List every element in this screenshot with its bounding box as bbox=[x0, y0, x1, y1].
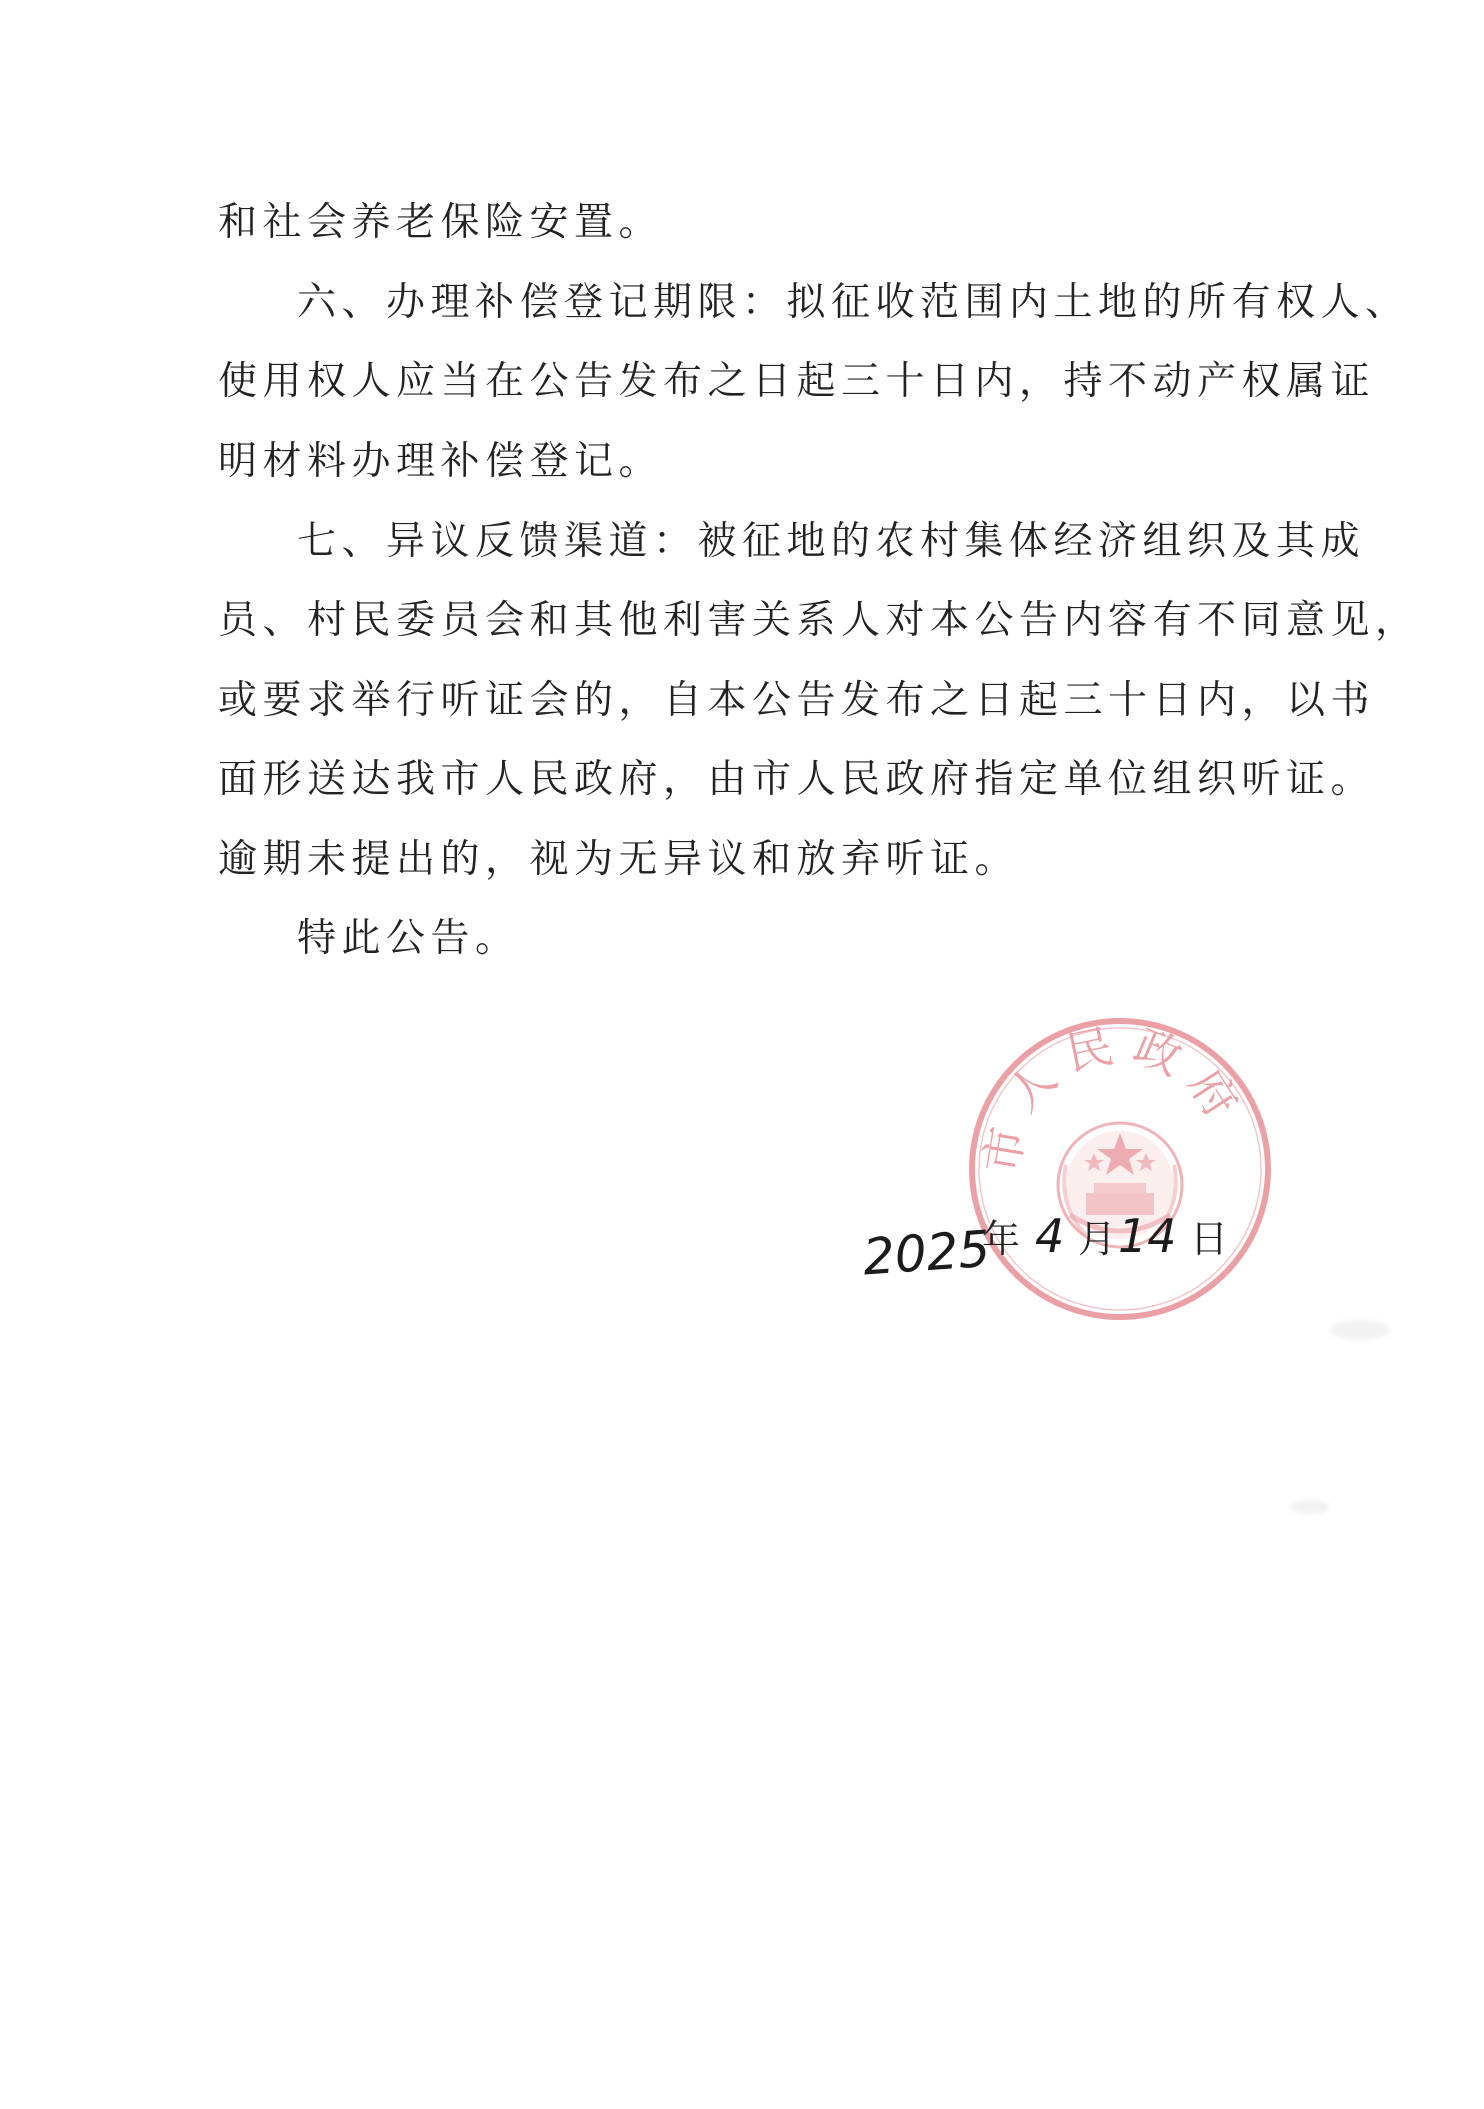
body-line: 和社会养老保险安置。 bbox=[218, 200, 664, 245]
seal-text: 市人民政府 bbox=[974, 1015, 1257, 1177]
body-line: 面形送达我市人民政府，由市人民政府指定单位组织听证。 bbox=[218, 757, 1376, 802]
date-year-char: 年 bbox=[982, 1217, 1021, 1261]
date-day-char: 日 bbox=[1190, 1217, 1229, 1261]
date-month-char: 月 bbox=[1078, 1217, 1117, 1261]
body-line: 明材料办理补偿登记。 bbox=[218, 439, 664, 484]
date-year: 2025 bbox=[861, 1219, 993, 1287]
scan-artifact bbox=[1330, 1320, 1390, 1340]
section-six-line: 六、办理补偿登记期限：拟征收范围内土地的所有权人、 bbox=[297, 280, 1410, 325]
body-line: 使用权人应当在公告发布之日起三十日内，持不动产权属证 bbox=[218, 359, 1376, 404]
scan-artifact bbox=[1290, 1500, 1330, 1514]
signature-date bbox=[860, 1200, 1260, 1320]
body-line: 或要求举行听证会的，自本公告发布之日起三十日内，以书 bbox=[218, 678, 1376, 723]
date-day: 14 bbox=[1118, 1209, 1177, 1263]
body-line: 逾期未提出的，视为无异议和放弃听证。 bbox=[218, 837, 1020, 882]
closing-line: 特此公告。 bbox=[297, 916, 520, 961]
section-seven-line: 七、异议反馈渠道：被征地的农村集体经济组织及其成 bbox=[297, 519, 1366, 564]
body-line: 员、村民委员会和其他利害关系人对本公告内容有不同意见， bbox=[218, 598, 1420, 643]
date-month: 4 bbox=[1035, 1209, 1065, 1263]
